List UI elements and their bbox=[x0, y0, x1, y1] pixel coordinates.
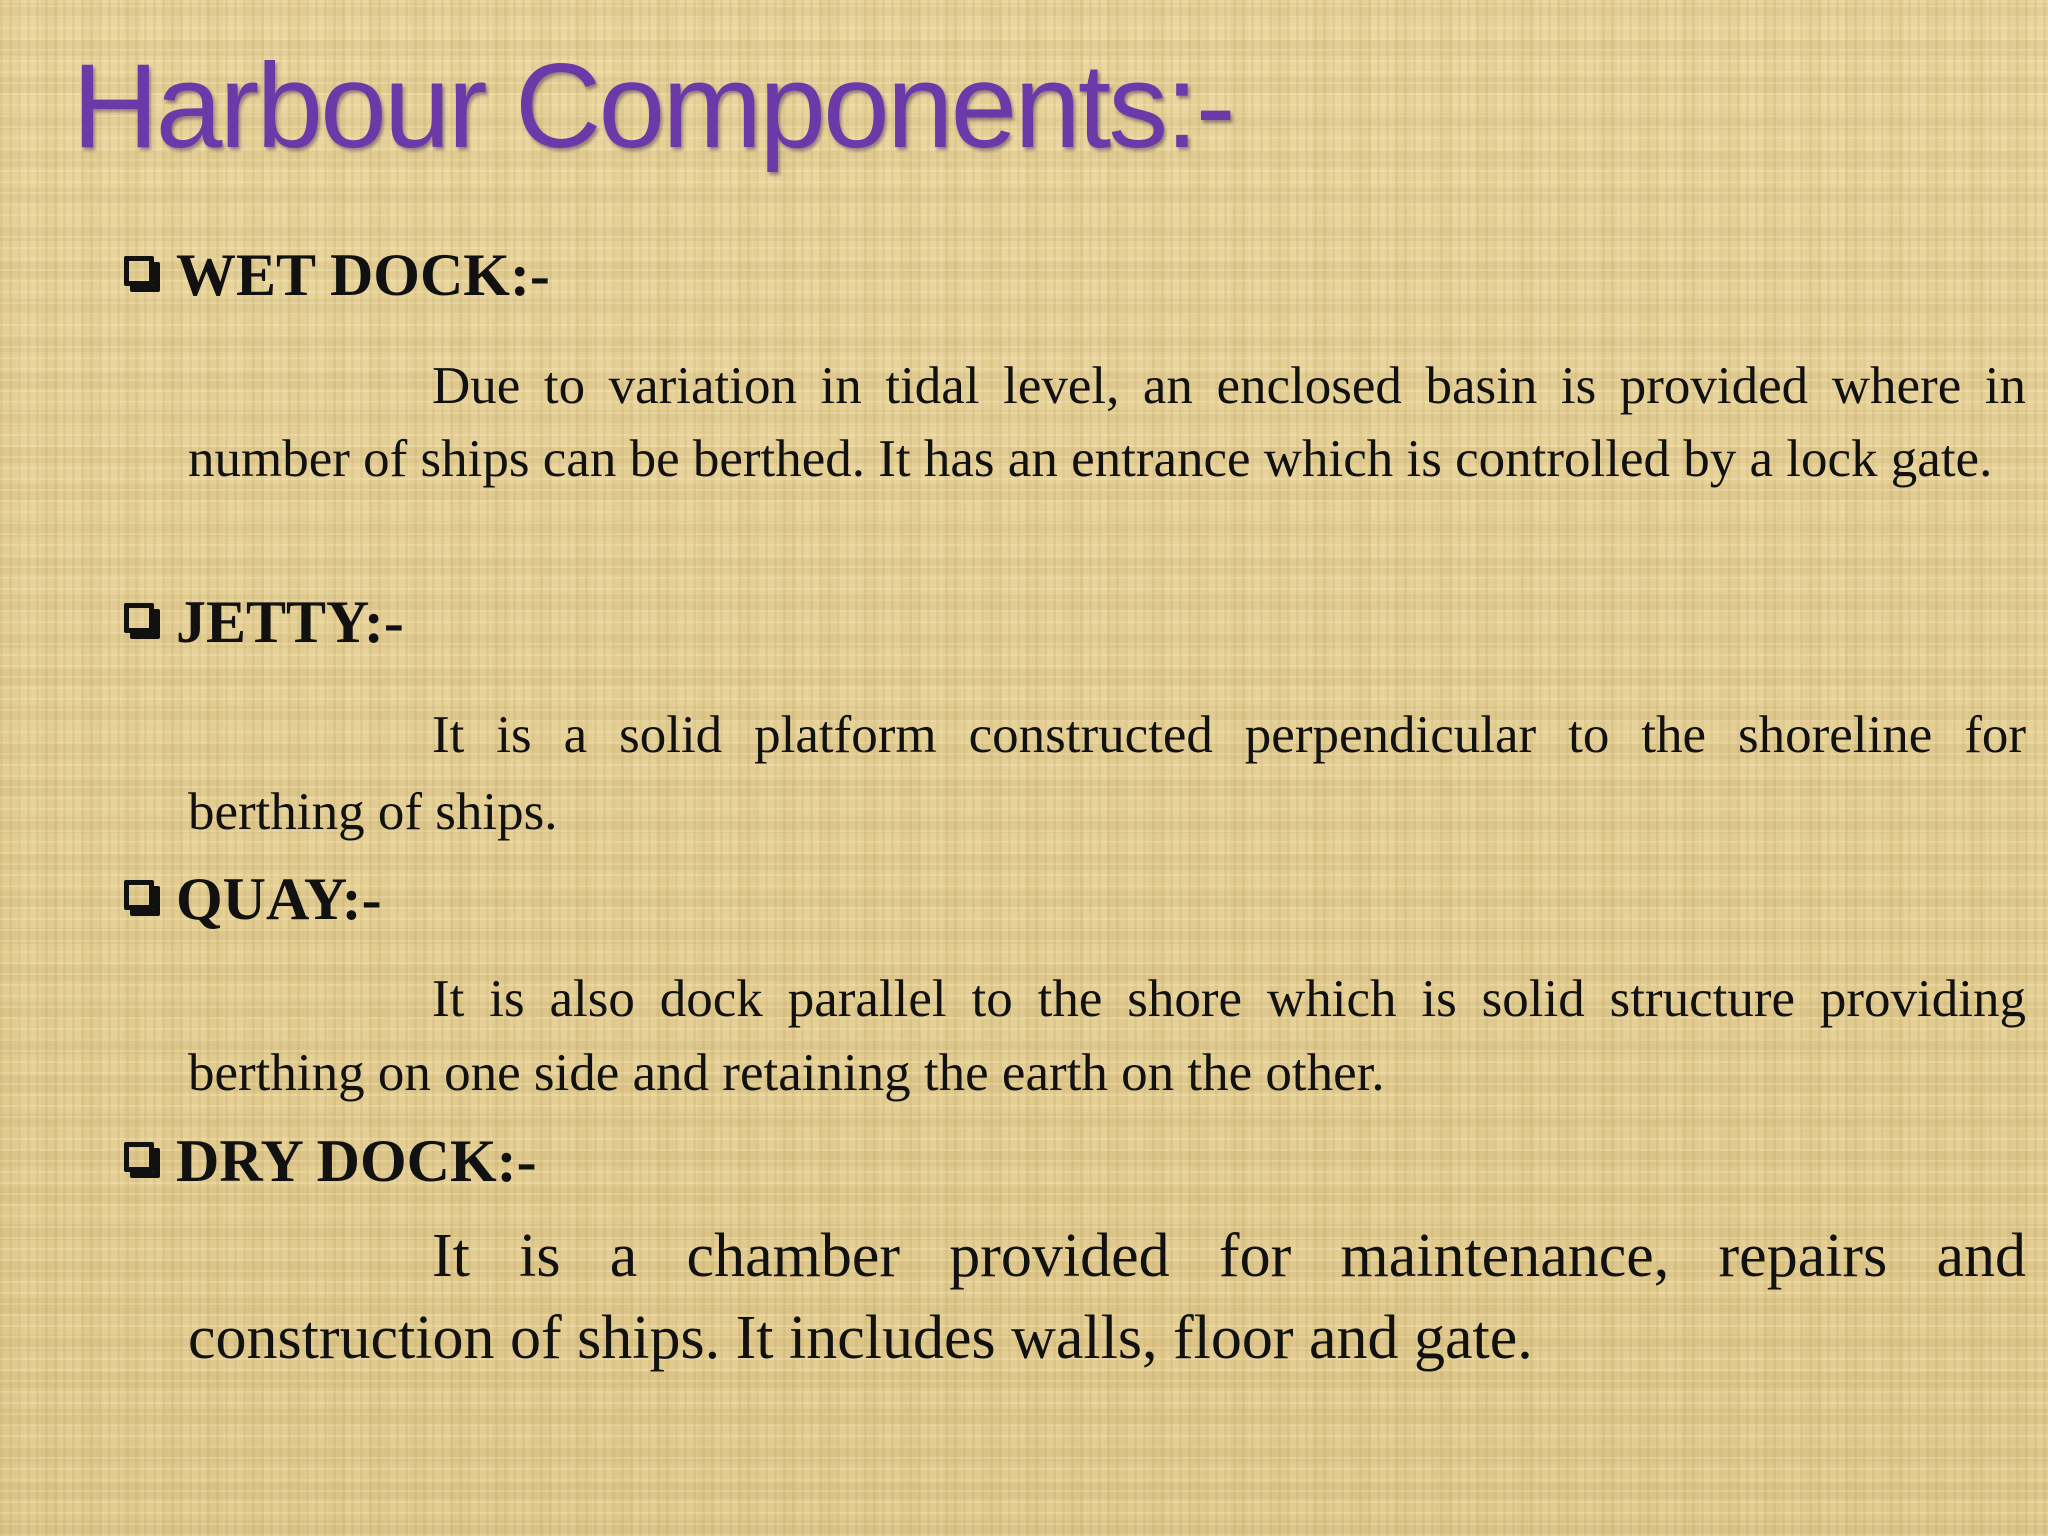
section-heading-wet-dock bbox=[124, 242, 550, 308]
checkbox-bullet-icon bbox=[124, 880, 154, 910]
section-text-wet-dock: Due to variation in tidal level, an enclosed basin is provided where in number of ships can be berthed. It has an entrance which is controlled by a lock gate. bbox=[188, 357, 2026, 488]
section-heading-label: WET DOCK:- bbox=[176, 242, 550, 308]
checkbox-bullet-icon bbox=[124, 256, 154, 286]
section-text-dry-dock: It is a chamber provided for maintenance, repairs and construction of ships. It includes walls, floor and gate. bbox=[188, 1222, 2026, 1372]
section-text-quay: It is also dock parallel to the shore which is solid structure providing berthing on one side and retaining the earth on the other. bbox=[188, 970, 2026, 1102]
checkbox-bullet-icon bbox=[124, 603, 154, 633]
section-heading-label: JETTY:- bbox=[176, 589, 404, 655]
section-text-jetty: It is a solid platform constructed perpendicular to the shoreline for berthing of ships. bbox=[188, 706, 2026, 841]
checkbox-bullet-icon bbox=[124, 1142, 154, 1172]
section-heading-jetty bbox=[124, 589, 404, 655]
section-heading-label: QUAY:- bbox=[176, 866, 382, 932]
section-heading-dry-dock bbox=[124, 1128, 537, 1194]
section-heading-label: DRY DOCK:- bbox=[176, 1128, 537, 1194]
slide-title: Harbour Components:- bbox=[72, 39, 1233, 173]
section-heading-quay bbox=[124, 866, 382, 932]
